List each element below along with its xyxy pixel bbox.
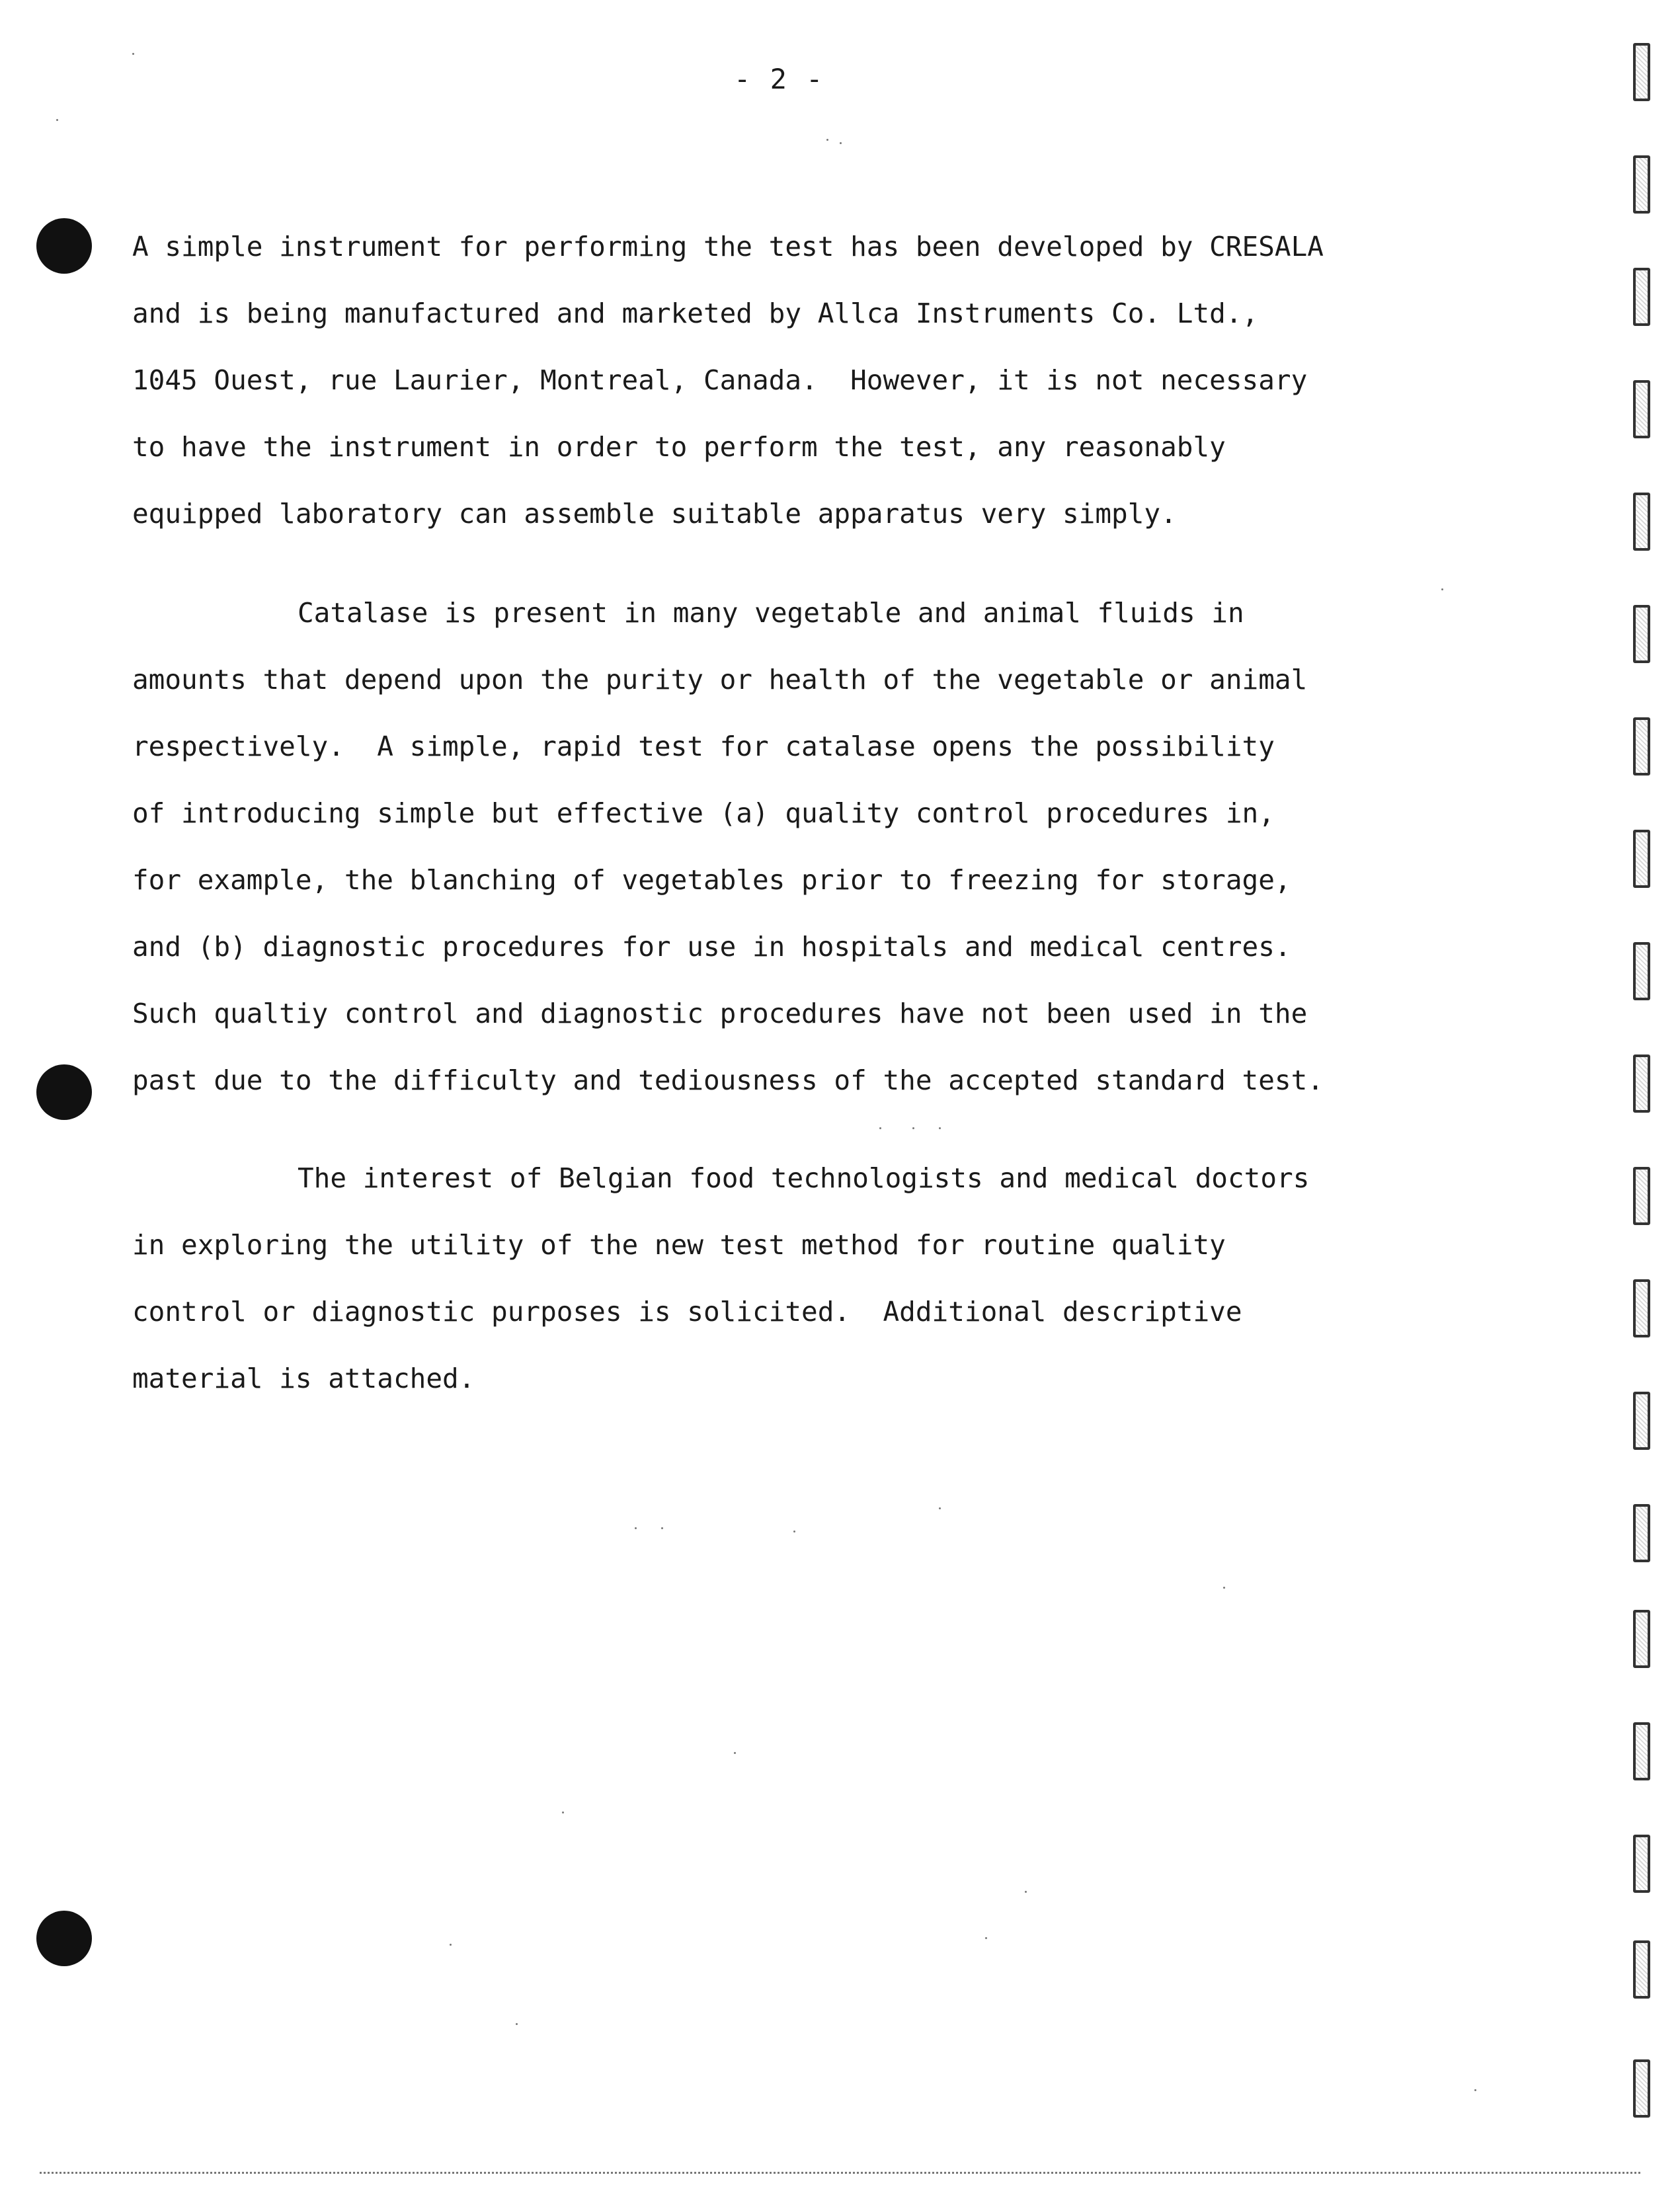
scan-speck [1223,1587,1225,1589]
paragraph-1 [132,214,1324,547]
sprocket-hole [1633,493,1650,551]
scan-speck [635,1527,637,1529]
text-line: 1045 Ouest, rue Laurier, Montreal, Canada. However, it is not necessary [132,364,1308,396]
scan-speck [661,1527,663,1529]
paragraph-3 [132,1145,1309,1412]
text-line: of introducing simple but effective (a) quality control procedures in, [132,797,1275,829]
scan-speck [56,119,58,121]
text-line: control or diagnostic purposes is solicited. Additional descriptive [132,1296,1242,1328]
punch-hole [36,218,92,274]
text-line: amounts that depend upon the purity or health of the vegetable or animal [132,664,1308,696]
text-line: respectively. A simple, rapid test for catalase opens the possibility [132,731,1275,762]
text-line: and (b) diagnostic procedures for use in hospitals and medical centres. [132,931,1291,963]
text-line: Such qualtiy control and diagnostic procedures have not been used in the [132,998,1308,1029]
sprocket-hole [1633,155,1650,214]
scan-speck [516,2023,518,2025]
scan-speck [734,1752,736,1754]
sprocket-hole [1633,717,1650,776]
sprocket-hole [1633,1055,1650,1113]
sprocket-hole [1633,1835,1650,1893]
sprocket-hole [1633,942,1650,1000]
scan-speck [840,142,842,144]
sprocket-hole [1633,1504,1650,1562]
punch-hole [36,1064,92,1120]
punch-hole [36,1911,92,1966]
sprocket-hole [1633,830,1650,888]
sprocket-hole [1633,1167,1650,1225]
text-line: The interest of Belgian food technologists and medical doctors [298,1162,1310,1194]
paragraph-2 [132,580,1324,1114]
scan-speck [1474,2089,1476,2091]
text-line: Catalase is present in many vegetable and animal fluids in [298,597,1244,629]
sprocket-hole [1633,43,1650,101]
sprocket-hole [1633,380,1650,438]
text-line: past due to the difficulty and tediousness of the accepted standard test. [132,1064,1324,1096]
scan-speck [826,139,828,141]
text-line: equipped laboratory can assemble suitable apparatus very simply. [132,498,1177,530]
sprocket-hole [1633,1940,1650,1999]
scan-speck [879,1127,881,1129]
scan-speck [132,53,134,55]
scan-speck [562,1811,564,1813]
scan-speck [939,1507,941,1509]
sprocket-hole [1633,1392,1650,1450]
scan-speck [793,1531,795,1532]
perforation-edge [40,2172,1640,2174]
text-line: in exploring the utility of the new test method for routine quality [132,1229,1226,1261]
sprocket-hole [1633,268,1650,326]
sprocket-hole [1633,605,1650,663]
text-line: material is attached. [132,1363,475,1394]
text-line: to have the instrument in order to perform the test, any reasonably [132,431,1226,463]
sprocket-hole [1633,1279,1650,1337]
page-number: - 2 - [734,63,824,95]
text-line: A simple instrument for performing the test has been developed by CRESALA [132,231,1324,262]
text-line: and is being manufactured and marketed by Allca Instruments Co. Ltd., [132,298,1259,329]
scan-speck [450,1944,452,1946]
sprocket-hole [1633,1610,1650,1668]
scan-speck [1441,588,1443,590]
text-line: for example, the blanching of vegetables prior to freezing for storage, [132,864,1291,896]
scan-speck [939,1127,941,1129]
scan-speck [985,1937,987,1939]
scan-speck [912,1127,914,1129]
sprocket-hole [1633,2059,1650,2118]
sprocket-hole [1633,1722,1650,1780]
scan-speck [1025,1891,1027,1893]
